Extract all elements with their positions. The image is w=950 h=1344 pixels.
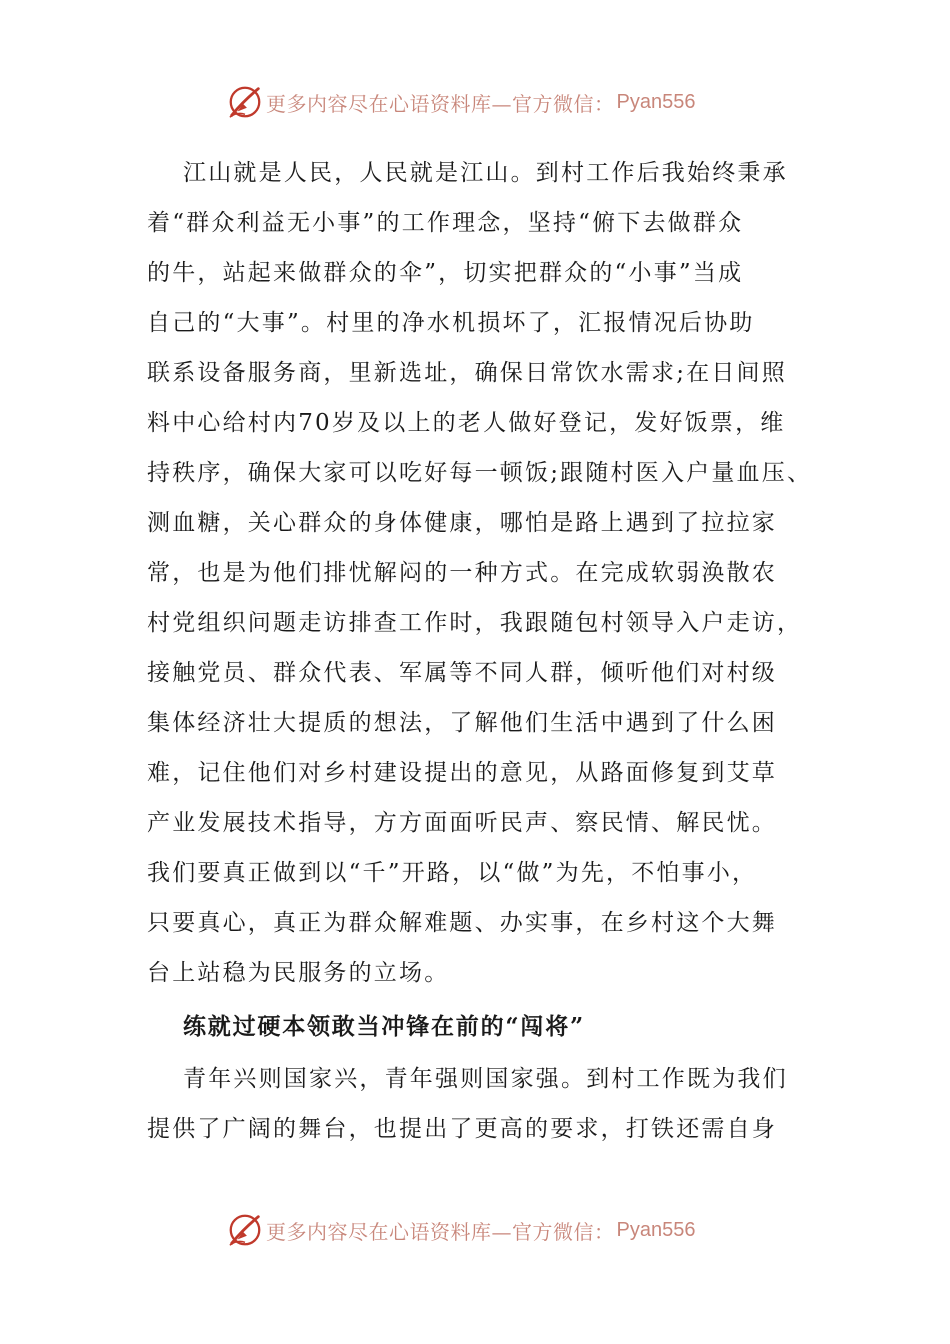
watermark-text: 更多内容尽在心语资料库—官方微信： bbox=[266, 1219, 615, 1244]
paragraph-line: 自己的“大事”。村里的净水机损坏了，汇报情况后协助 bbox=[147, 310, 755, 336]
paragraph-line: 接触党员、群众代表、军属等不同人群，倾听他们对村级 bbox=[147, 660, 777, 686]
paragraph-line: 提供了广阔的舞台，也提出了更高的要求，打铁还需自身 bbox=[147, 1116, 777, 1142]
paragraph-line: 青年兴则国家兴，青年强则国家强。到村工作既为我们 bbox=[183, 1066, 788, 1092]
paragraph-line: 只要真心，真正为群众解难题、办实事，在乡村这个大舞 bbox=[147, 910, 777, 936]
paragraph-line: 江山就是人民，人民就是江山。到村工作后我始终秉承 bbox=[183, 160, 788, 186]
paragraph-line: 台上站稳为民服务的立场。 bbox=[147, 960, 450, 986]
watermark-banner-bottom bbox=[226, 1210, 695, 1250]
paragraph-line: 难，记住他们对乡村建设提出的意见，从路面修复到艾草 bbox=[147, 760, 777, 786]
paragraph-line: 的牛，站起来做群众的伞”，切实把群众的“小事”当成 bbox=[147, 260, 744, 286]
paragraph-line: 持秩序，确保大家可以吃好每一顿饭;跟随村医入户量血压、 bbox=[147, 460, 813, 486]
paragraph-line: 着“群众利益无小事”的工作理念，坚持“俯下去做群众 bbox=[147, 210, 744, 236]
pen-logo-icon bbox=[226, 83, 264, 121]
watermark-banner-top bbox=[226, 82, 695, 122]
paragraph-line: 村党组织问题走访排查工作时，我跟随包村领导入户走访， bbox=[147, 610, 803, 636]
paragraph-line: 集体经济壮大提质的想法，了解他们生活中遇到了什么困 bbox=[147, 710, 777, 736]
pen-logo-icon bbox=[226, 1211, 264, 1249]
paragraph-line: 我们要真正做到以“千”开路，以“做”为先，不怕事小， bbox=[147, 860, 758, 886]
paragraph-line: 常，也是为他们排忧解闷的一种方式。在完成软弱涣散农 bbox=[147, 560, 777, 586]
watermark-text: 更多内容尽在心语资料库—官方微信： bbox=[266, 91, 615, 116]
article-body bbox=[147, 148, 827, 1154]
paragraph-line: 联系设备服务商，里新选址，确保日常饮水需求;在日间照 bbox=[147, 360, 787, 386]
watermark-wechat-id: Pyan556 bbox=[616, 90, 696, 113]
paragraph-line: 测血糖，关心群众的身体健康，哪怕是路上遇到了拉拉家 bbox=[147, 510, 777, 536]
section-heading: 练就过硬本领敢当冲锋在前的“闯将” bbox=[183, 1013, 586, 1040]
paragraph-line: 料中心给村内70岁及以上的老人做好登记，发好饭票，维 bbox=[147, 410, 786, 436]
watermark-wechat-id: Pyan556 bbox=[616, 1218, 696, 1241]
paragraph-line: 产业发展技术指导，方方面面听民声、察民情、解民忧。 bbox=[147, 810, 777, 836]
